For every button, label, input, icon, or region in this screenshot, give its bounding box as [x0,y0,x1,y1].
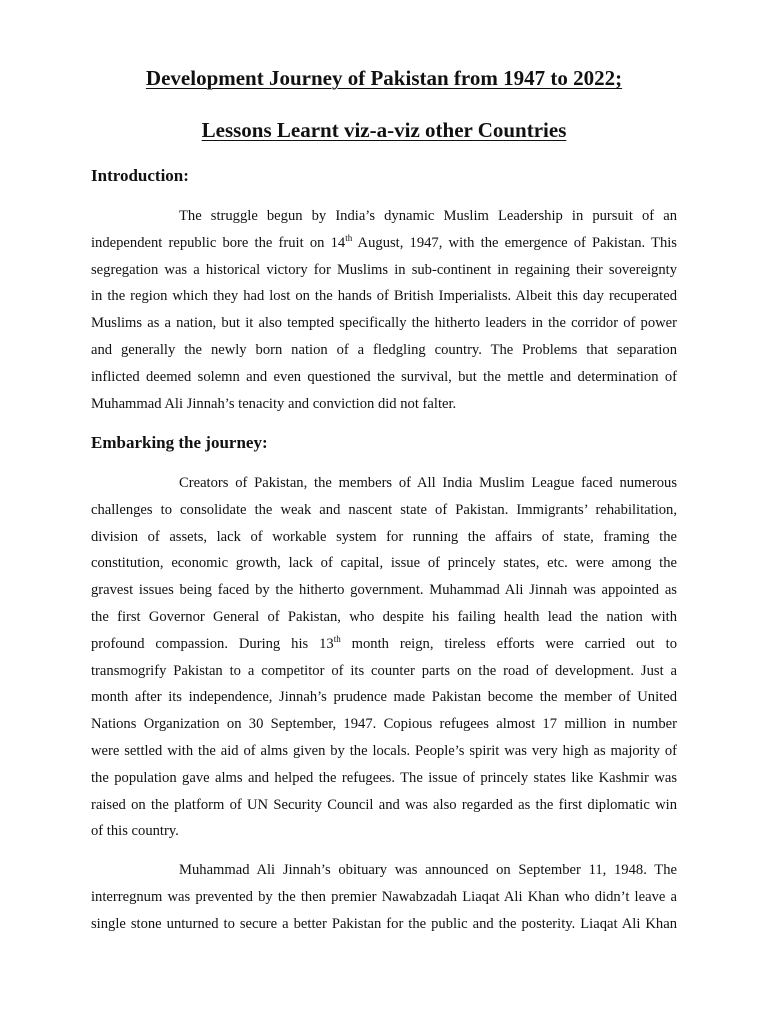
paragraph-line: Muhammad Ali Jinnah’s obituary was announced on September 11, 1948. The [179,862,677,878]
paragraph-line: and generally the newly born nation of a fledgling country. The Problems that separation [91,341,677,358]
paragraph-introduction [91,203,677,417]
document-title-line-1: Development Journey of Pakistan from 1947 to 2022; [145,66,623,90]
paragraph-line: gravest issues being faced by the hitherto government. Muhammad Ali Jinnah was appointed as [91,582,677,599]
paragraph-line: the population gave alms and helped the refugees. The issue of princely states like Kashmir was [91,769,677,786]
paragraph-line: segregation was a historical victory for Muslims in sub-continent in regaining their sovereignty [91,261,677,278]
paragraph-line: were settled with the aid of alms given by the locals. People’s spirit was very high as majority of [91,742,677,759]
paragraph-embarking-1 [91,470,677,845]
paragraph-line: month after its independence, Jinnah’s prudence made Pakistan become the member of United [91,689,677,706]
paragraph-line: inflicted deemed solemn and even questioned the survival, but the mettle and determination of [91,368,677,385]
paragraph-embarking-2 [91,857,677,937]
paragraph-line: interregnum was prevented by the then premier Nawabzadah Liaqat Ali Khan who didn’t leave a [91,888,677,905]
paragraph-line: transmogrify Pakistan to a competitor of its counter parts on the road of development. Just a [91,662,677,679]
paragraph-line: of this country. [91,823,179,840]
paragraph-line: Muhammad Ali Jinnah’s tenacity and conviction did not falter. [91,395,457,412]
paragraph-line: constitution, economic growth, lack of capital, issue of princely states, etc. were among the [91,555,677,572]
paragraph-line: in the region which they had lost on the hands of British Imperialists. Albeit this day recuperated [91,288,677,305]
paragraph-line: The struggle begun by India’s dynamic Muslim Leadership in pursuit of an [179,208,677,224]
paragraph-line: division of assets, lack of workable system for running the affairs of state, framing the [91,528,677,545]
document-title-line-2: Lessons Learnt viz-a-viz other Countries [201,118,567,142]
paragraph-line: the first Governor General of Pakistan, who despite his failing health lead the nation with [91,608,677,625]
paragraph-line: independent republic bore the fruit on 14th August, 1947, with the emergence of Pakistan. This [91,232,677,251]
section-heading-embarking: Embarking the journey: [91,433,268,452]
paragraph-line: Creators of Pakistan, the members of All India Muslim League faced numerous [179,475,677,491]
paragraph-line: single stone unturned to secure a better Pakistan for the public and the posterity. Liaqat Ali Khan [91,915,677,932]
section-heading-introduction: Introduction: [91,166,189,185]
paragraph-line: raised on the platform of UN Security Council and was also regarded as the first diplomatic win [91,796,677,813]
paragraph-line: challenges to consolidate the weak and nascent state of Pakistan. Immigrants’ rehabilitation, [91,501,677,518]
paragraph-line: profound compassion. During his 13th month reign, tireless efforts were carried out to [91,633,678,652]
paragraph-line: Muslims as a nation, but it also tempted specifically the hitherto leaders in the corridor of power [91,315,677,332]
paragraph-line: Nations Organization on 30 September, 1947. Copious refugees almost 17 million in number [91,716,677,733]
